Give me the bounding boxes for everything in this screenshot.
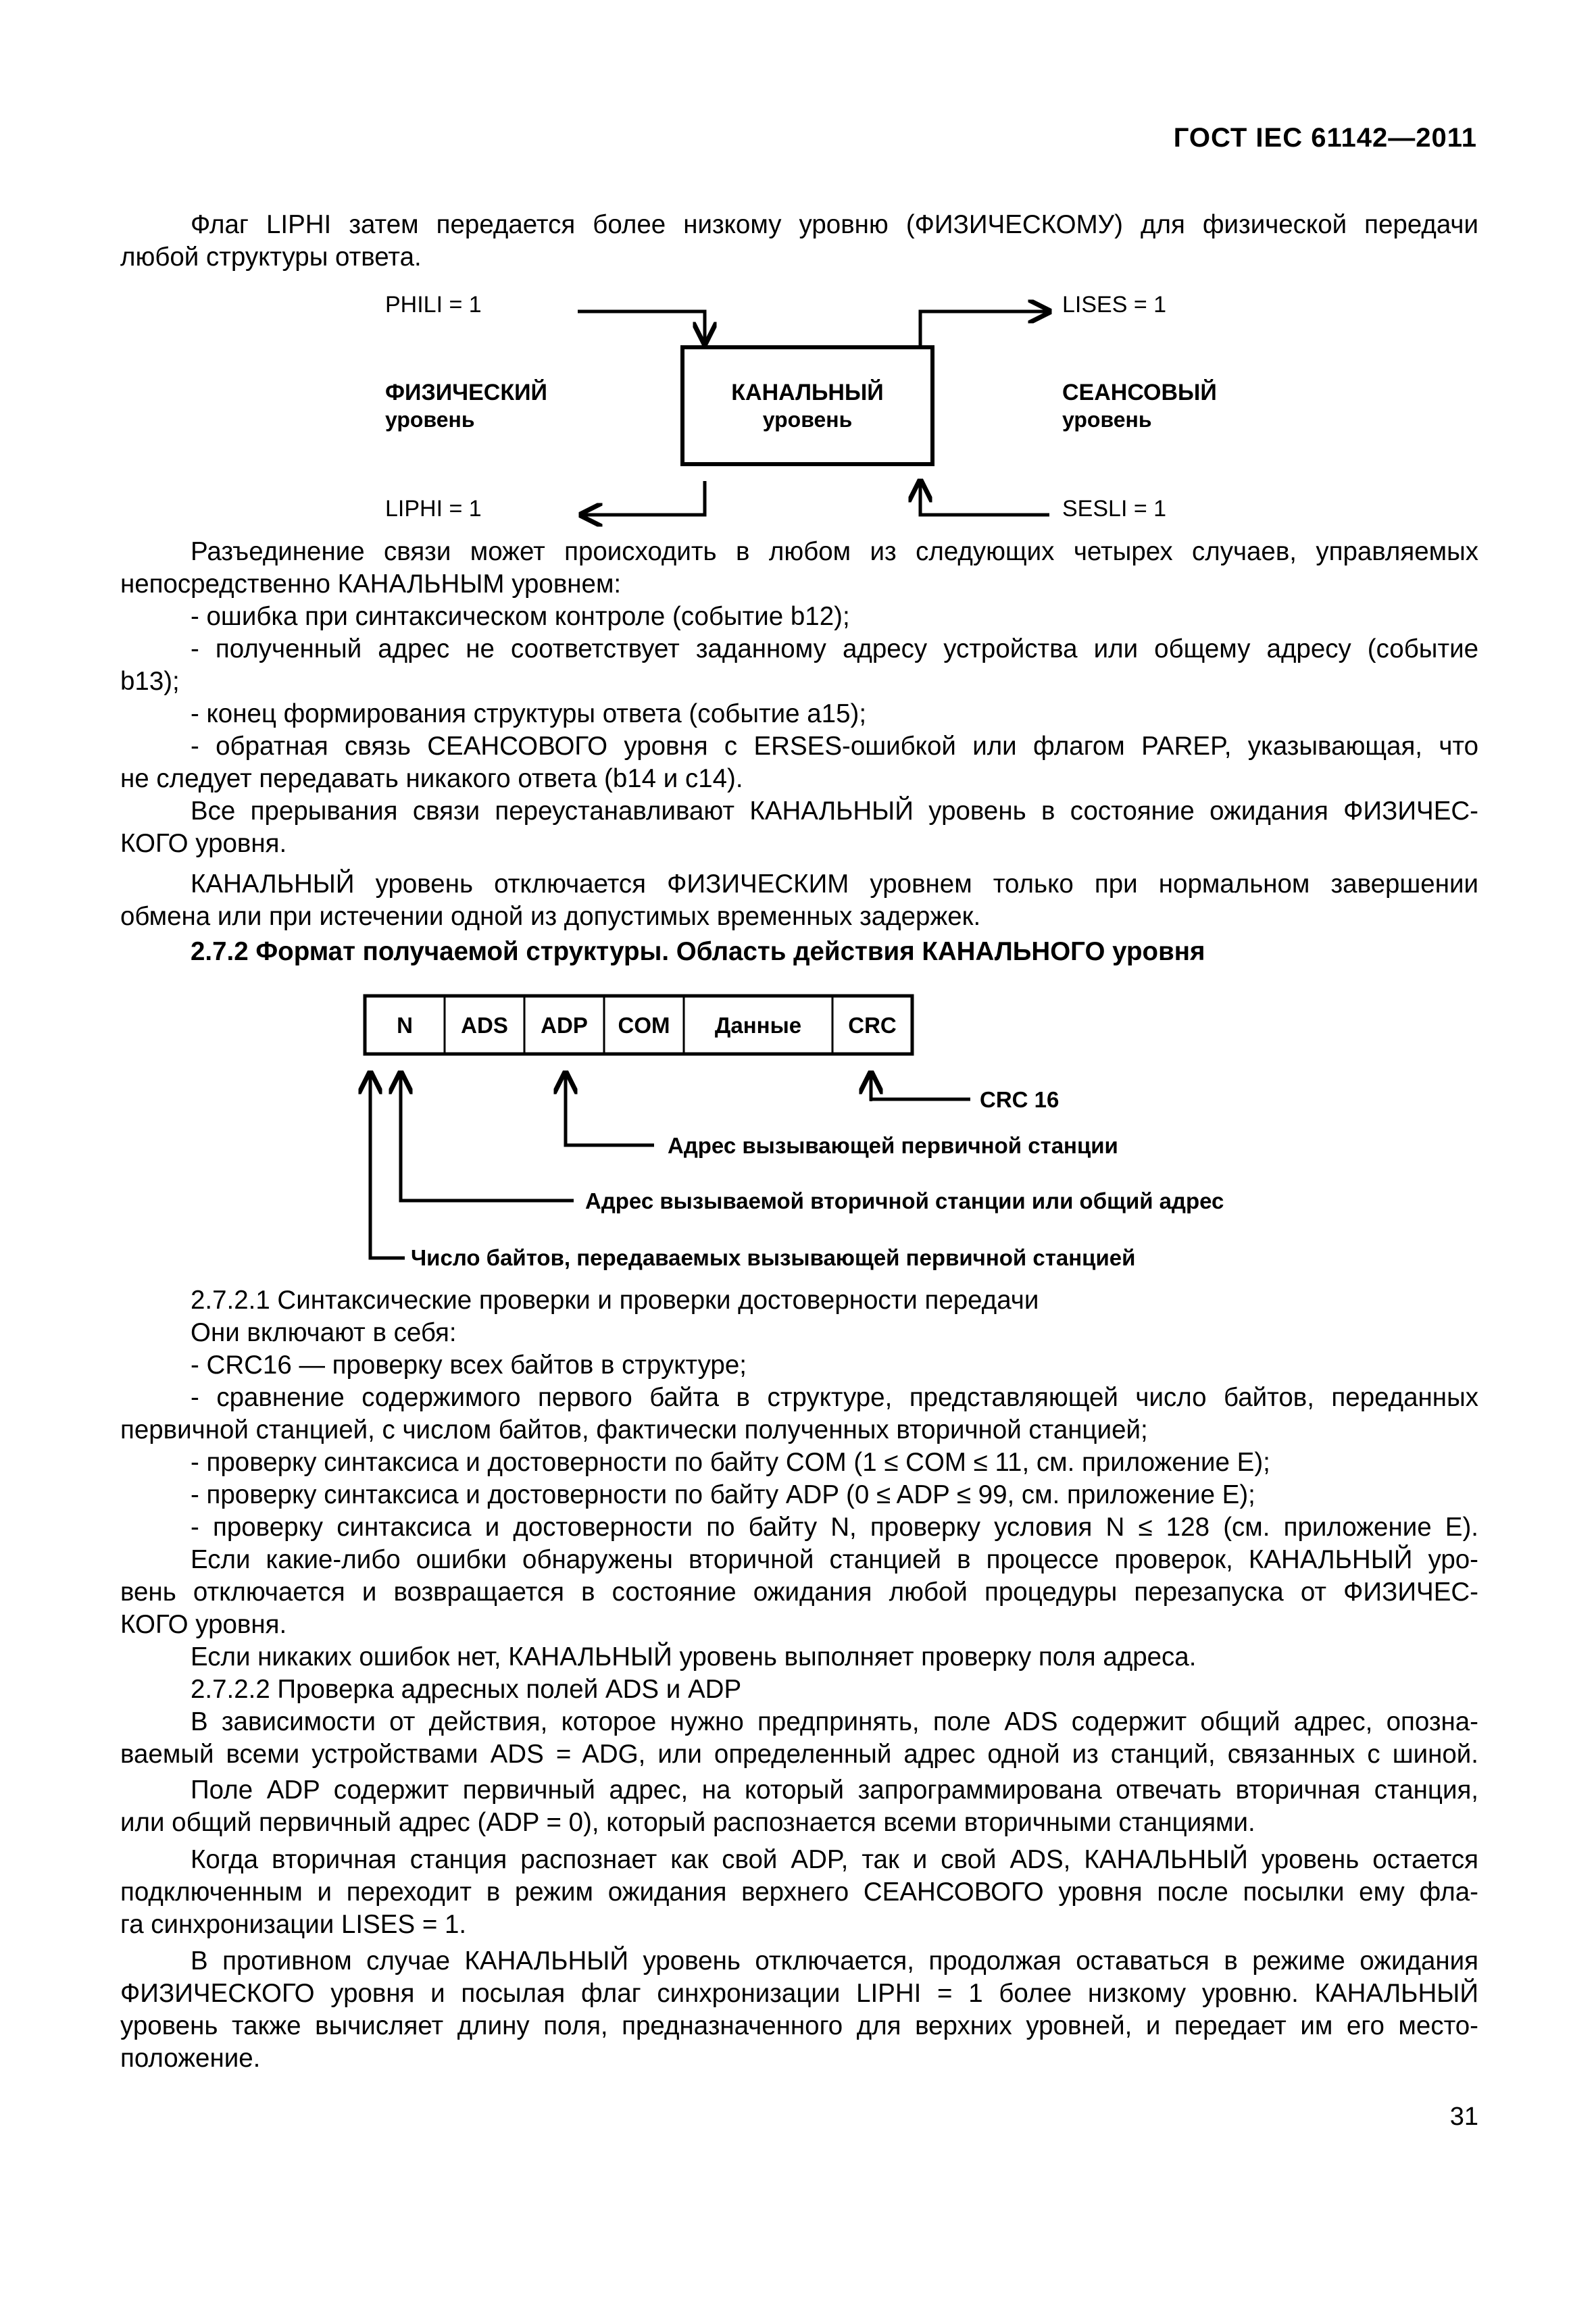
frame-field-adp: ADP (541, 1013, 588, 1038)
n-leader-line (371, 1073, 405, 1258)
frame-field-crc: CRC (848, 1013, 897, 1038)
liphi-arrow (581, 481, 705, 515)
paragraph-line: или общий первичный адрес (ADP = 0), который распознается всеми вторичными станциями. (120, 1808, 1255, 1837)
page-number: 31 (1449, 2103, 1478, 2131)
frame-field-ads: ADS (461, 1013, 508, 1038)
ads-leader-line (401, 1073, 574, 1201)
paragraph-line: Они включают в себя: (191, 1318, 457, 1347)
paragraph-line: непосредственно КАНАЛЬНЫМ уровнем: (120, 570, 622, 599)
frame-field-n: N (397, 1013, 413, 1038)
list-item: - проверку синтаксиса и достоверности по байту N, проверку условия N ≤ 128 (см. приложение E). (191, 1513, 1478, 1542)
n-leader-line (372, 1073, 405, 1258)
list-item-cont: первичной станцией, с числом байтов, фактически полученных вторичной станцией; (120, 1415, 1148, 1444)
lises-arrow (920, 311, 1049, 345)
paragraph-line: уровень также вычисляет длину поля, предназначенного для верхних уровней, и передает им его место- (120, 2011, 1478, 2040)
link-layer-box (682, 347, 932, 464)
paragraph-line: любой структуры ответа. (120, 243, 422, 272)
paragraph-line: ФИЗИЧЕСКОГО уровня и посылая флаг синхронизации LIPHI = 1 более низкому уровню. КАНАЛЬНЫЙ (120, 1979, 1478, 2008)
list-item: - обратная связь СЕАНСОВОГО уровня с ERSES-ошибкой или флагом PAREP, указывающая, что (191, 732, 1478, 761)
document-header: ГОСТ IEC 61142—2011 (1173, 123, 1477, 153)
list-item: - сравнение содержимого первого байта в структуре, представляющей число байтов, переданных (191, 1383, 1478, 1412)
adp-label: Адрес вызывающей первичной станции (668, 1133, 1118, 1158)
paragraph-line: В зависимости от действия, которое нужно предпринять, поле ADS содержит общий адрес, опозна- (191, 1707, 1478, 1736)
paragraph-line: КОГО уровня. (120, 829, 287, 858)
frame-outline (365, 996, 912, 1054)
frame-field-com: COM (618, 1013, 670, 1038)
paragraph-line: Все прерывания связи переустанавливают КАНАЛЬНЫЙ уровень в состояние ожидания ФИЗИЧЕС- (191, 797, 1478, 826)
n-label: Число байтов, передаваемых вызывающей первичной станцией (411, 1245, 1136, 1270)
liphi-label: LIPHI = 1 (385, 496, 482, 522)
physical-layer-sub: уровень (385, 407, 475, 432)
paragraph-line: вень отключается и возвращается в состояние ожидания любой процедуры перезапуска от ФИЗИЧЕС- (120, 1578, 1478, 1607)
crc-leader-line (871, 1073, 970, 1099)
subsection-title: 2.7.2.1 Синтаксические проверки и проверки достоверности передачи (191, 1286, 1039, 1315)
physical-layer-title: ФИЗИЧЕСКИЙ (385, 380, 547, 405)
paragraph-line: Если никаких ошибок нет, КАНАЛЬНЫЙ уровень выполняет проверку поля адреса. (191, 1642, 1197, 1671)
phili-label: PHILI = 1 (385, 292, 482, 318)
list-item: - проверку синтаксиса и достоверности по байту COM (1 ≤ COM ≤ 11, см. приложение E); (191, 1448, 1270, 1477)
paragraph-line: Когда вторичная станция распознает как свой ADP, так и свой ADS, КАНАЛЬНЫЙ уровень остается (191, 1845, 1478, 1874)
paragraph-line: ваемый всеми устройствами ADS = ADG, или определенный адрес одной из станций, связанных с шиной. (120, 1740, 1478, 1769)
paragraph-line: В противном случае КАНАЛЬНЫЙ уровень отключается, продолжая оставаться в режиме ожидания (191, 1946, 1478, 1976)
n-leader-line (370, 1089, 405, 1258)
n-leader-line (371, 1073, 405, 1258)
list-item: - полученный адрес не соответствует заданному адресу устройства или общему адресу (событие (191, 634, 1478, 663)
list-item: - ошибка при синтаксическом контроле (событие b12); (191, 602, 850, 631)
paragraph-line: Если какие-либо ошибки обнаружены вторичной станцией в процессе проверок, КАНАЛЬНЫЙ уро- (191, 1545, 1478, 1574)
list-item-cont: не следует передавать никакого ответа (b14 и c14). (120, 764, 743, 793)
subsection-title: 2.7.2.2 Проверка адресных полей ADS и ADP (191, 1675, 742, 1704)
list-item: - CRC16 — проверку всех байтов в структуре; (191, 1351, 747, 1380)
paragraph-line: обмена или при истечении одной из допустимых временных задержек. (120, 902, 981, 931)
sesli-arrow (920, 481, 1049, 515)
lises-label: LISES = 1 (1062, 292, 1167, 318)
session-layer-sub: уровень (1062, 407, 1152, 432)
link-layer-sub: уровень (762, 407, 853, 432)
paragraph-line: га синхронизации LISES = 1. (120, 1910, 467, 1939)
n-leader (370, 1073, 405, 1258)
layers-diagram (0, 0, 1596, 540)
list-item: - конец формирования структуры ответа (событие a15); (191, 699, 867, 728)
list-item: - проверку синтаксиса и достоверности по байту ADP (0 ≤ ADP ≤ 99, см. приложение E); (191, 1480, 1255, 1509)
link-layer-title: КАНАЛЬНЫЙ (731, 380, 884, 405)
adp-leader-line (566, 1073, 654, 1145)
session-layer-title: СЕАНСОВЫЙ (1062, 380, 1217, 405)
paragraph-line: подключенным и переходит в режим ожидания верхнего СЕАНСОВОГО уровня после посылки ему фла- (120, 1878, 1478, 1907)
paragraph-line: Флаг LIPHI затем передается более низкому уровню (ФИЗИЧЕСКОМУ) для физической передачи (191, 210, 1478, 239)
sesli-label: SESLI = 1 (1062, 496, 1167, 522)
crc-label: CRC 16 (980, 1087, 1059, 1112)
ads-label: Адрес вызываемой вторичной станции или общий адрес (585, 1188, 1224, 1213)
frame-field-данные: Данные (714, 1013, 802, 1038)
section-heading: 2.7.2 Формат получаемой структуры. Область действия КАНАЛЬНОГО уровня (191, 937, 1205, 966)
paragraph-line: положение. (120, 2044, 261, 2073)
paragraph-line: Поле ADP содержит первичный адрес, на который запрограммирована отвечать вторичная станция, (191, 1776, 1478, 1805)
list-item-cont: b13); (120, 667, 180, 696)
paragraph-line: Разъединение связи может происходить в любом из следующих четырех случаев, управляемых (191, 537, 1478, 566)
paragraph-line: КАНАЛЬНЫЙ уровень отключается ФИЗИЧЕСКИМ уровнем только при нормальном завершении (191, 870, 1478, 899)
phili-arrow (578, 311, 705, 343)
paragraph-line: КОГО уровня. (120, 1610, 287, 1639)
